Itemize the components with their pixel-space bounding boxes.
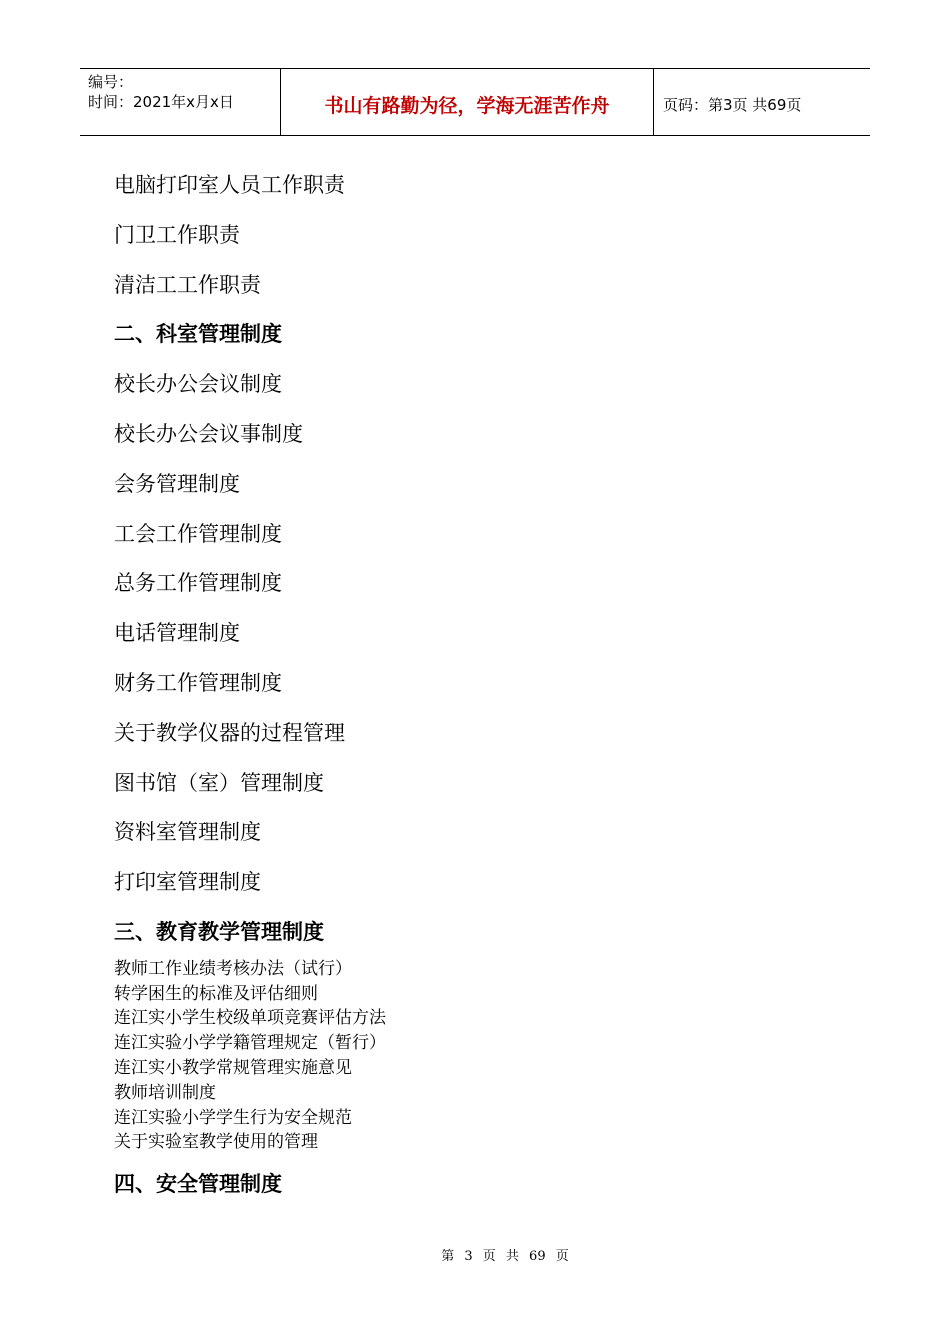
list-item: 工会工作管理制度: [114, 521, 282, 546]
list-group-2: [114, 359, 854, 907]
list-item: 资料室管理制度: [114, 820, 261, 845]
header-meta: [80, 69, 281, 135]
list-item: 门卫工作职责: [114, 222, 240, 247]
section-heading-3: 三、教育教学管理制度: [114, 919, 324, 944]
list-item: 关于实验室教学使用的管理: [114, 1132, 318, 1153]
list-item: 电话管理制度: [114, 621, 240, 646]
section-heading-2: 二、科室管理制度: [114, 322, 282, 347]
list-item: 关于教学仪器的过程管理: [114, 720, 345, 745]
header-page-info: 页码：第3页 共69页: [663, 95, 802, 114]
list-item: 图书馆（室）管理制度: [114, 770, 324, 795]
document-body: [114, 160, 854, 1209]
list-item: 连江实验小学学生行为安全规范: [114, 1107, 352, 1128]
list-group-3: [114, 957, 854, 1155]
list-item: 连江实小教学常规管理实施意见: [114, 1057, 352, 1078]
list-item: 会务管理制度: [114, 471, 240, 496]
list-item: 教师工作业绩考核办法（试行）: [114, 958, 352, 979]
list-item: 连江实小学生校级单项竞赛评估方法: [114, 1008, 386, 1029]
list-item: 总务工作管理制度: [114, 571, 282, 596]
date-label: 时间：2021年x月x日: [88, 93, 234, 111]
page-header: [80, 68, 870, 136]
list-item: 校长办公会议制度: [114, 372, 282, 397]
list-item: 校长办公会议事制度: [114, 421, 303, 446]
list-item: 电脑打印室人员工作职责: [114, 173, 345, 197]
list-item: 教师培训制度: [114, 1082, 216, 1103]
list-item: 转学困生的标准及评估细则: [114, 983, 318, 1004]
number-label: 编号：: [88, 73, 134, 91]
page-footer: 第 3 页 共 69 页: [441, 1249, 569, 1264]
list-item: 清洁工工作职责: [114, 272, 261, 297]
list-item: 连江实验小学学籍管理规定（暂行）: [114, 1033, 386, 1054]
list-group-1: [114, 160, 854, 309]
section-heading-4: 四、安全管理制度: [114, 1172, 282, 1197]
header-motto: 书山有路勤为径，学海无涯苦作舟: [281, 69, 654, 135]
list-item: 财务工作管理制度: [114, 670, 282, 695]
list-item: 打印室管理制度: [114, 870, 261, 895]
